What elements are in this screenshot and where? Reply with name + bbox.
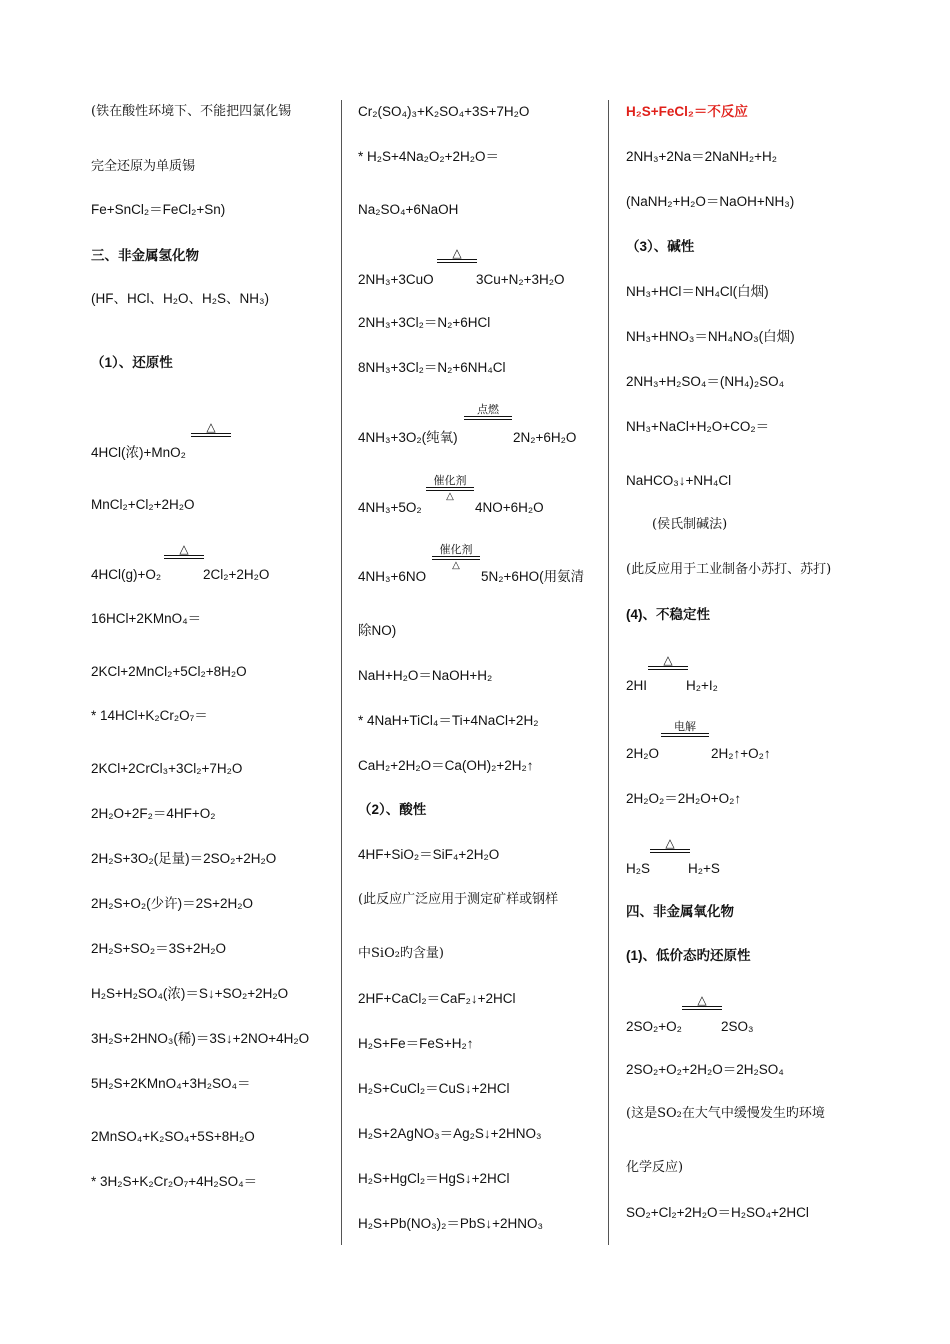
heat-symbol: △ — [663, 653, 673, 667]
equation-reactants: 2SO₂+O₂ — [626, 1019, 682, 1034]
equation: MnCl₂+Cl₂+2H₂O — [91, 497, 195, 512]
equation: * 14HCl+K₂Cr₂O₇＝ — [91, 708, 208, 723]
equation: * H₂S+4Na₂O₂+2H₂O＝ — [358, 149, 500, 164]
equation-reactants: H₂S — [626, 861, 650, 876]
equation: 2KCl+2MnCl₂+5Cl₂+8H₂O — [91, 664, 247, 679]
heat-symbol: △ — [446, 491, 454, 502]
equation: * 3H₂S+K₂Cr₂O₇+4H₂SO₄＝ — [91, 1174, 258, 1189]
equation: Cr₂(SO₄)₃+K₂SO₄+3S+7H₂O — [358, 104, 530, 119]
text-line: (这是SO₂在大气中缓慢发生旳环境 — [626, 1106, 825, 1121]
equation: Na₂SO₄+6NaOH — [358, 202, 459, 217]
ignite-label: 点燃 — [477, 403, 499, 416]
equation: * 4NaH+TiCl₄＝Ti+4NaCl+2H₂ — [358, 713, 539, 728]
equation: 16HCl+2KMnO₄＝ — [91, 611, 202, 626]
heat-symbol: △ — [665, 836, 675, 850]
equation-reactants: 2HI — [626, 678, 648, 693]
reaction-condition-ignite — [464, 404, 512, 428]
equation: 2H₂O₂＝2H₂O+O₂↑ — [626, 791, 742, 806]
equation: 2NH₃+2Na＝2NaNH₂+H₂ — [626, 149, 778, 164]
equation: 2SO₂+O₂+2H₂O＝2H₂SO₄ — [626, 1062, 784, 1077]
equation-products: 2H₂↑+O₂↑ — [711, 746, 771, 761]
reaction-condition-heat — [682, 994, 722, 1018]
catalyst-label: 催化剂 — [433, 474, 467, 487]
equation: H₂S+HgCl₂＝HgS↓+2HCl — [358, 1171, 510, 1186]
reaction-condition-heat — [164, 543, 204, 567]
heat-symbol: △ — [179, 542, 189, 556]
equation-products: 4NO+6H₂O — [475, 500, 544, 515]
equation-products: 2Cl₂+2H₂O — [203, 567, 270, 582]
text-line: 完全还原为单质锡 — [91, 159, 196, 174]
equation: 3H₂S+2HNO₃(稀)＝3S↓+2NO+4H₂O — [91, 1031, 310, 1046]
equation: 2NH₃+3Cl₂＝N₂+6HCl — [358, 315, 491, 330]
equation: NH₃+HCl＝NH₄Cl(白烟) — [626, 284, 769, 299]
highlighted-equation: H₂S+FeCl₂＝不反应 — [626, 104, 748, 119]
equation: 8NH₃+3Cl₂＝N₂+6NH₄Cl — [358, 360, 506, 375]
equation: H₂S+2AgNO₃＝Ag₂S↓+2HNO₃ — [358, 1126, 542, 1141]
equation-reactants: 4HCl(g)+O₂ — [91, 567, 162, 582]
equation-reactants: 4NH₃+6NO — [358, 569, 427, 584]
equation: 2KCl+2CrCl₃+3Cl₂+7H₂O — [91, 761, 243, 776]
equation: H₂S+CuCl₂＝CuS↓+2HCl — [358, 1081, 510, 1096]
equation: SO₂+Cl₂+2H₂O＝H₂SO₄+2HCl — [626, 1205, 809, 1220]
heat-symbol: △ — [452, 246, 462, 260]
equation-products: 5N₂+6HO(用氨清 — [481, 569, 585, 584]
equation: 2HF+CaCl₂＝CaF₂↓+2HCl — [358, 991, 516, 1006]
subsection-heading: （2）、酸性 — [358, 802, 427, 817]
equation: 2MnSO₄+K₂SO₄+5S+8H₂O — [91, 1129, 255, 1144]
text-line: (HF、HCl、H₂O、H₂S、NH₃) — [91, 291, 269, 306]
heat-symbol: △ — [452, 560, 460, 571]
text-line: (此反应用于工业制备小苏打、苏打) — [626, 562, 832, 577]
subsection-heading: (4)、不稳定性 — [626, 607, 710, 622]
reaction-condition-heat — [650, 837, 690, 861]
reaction-condition-catalyst — [432, 543, 480, 571]
equation-reactants: 2NH₃+3CuO — [358, 272, 434, 287]
subsection-heading: （3）、碱性 — [626, 239, 695, 254]
text-line: (此反应广泛应用于测定矿样或钢样 — [358, 892, 559, 907]
equation: H₂S+Pb(NO₃)₂＝PbS↓+2HNO₃ — [358, 1216, 544, 1231]
subsection-heading: (1)、低价态旳还原性 — [626, 948, 751, 963]
equation: NH₃+NaCl+H₂O+CO₂＝ — [626, 419, 770, 434]
equation: 4HCl(浓)+MnO₂ — [91, 445, 186, 460]
equation: H₂S+Fe＝FeS+H₂↑ — [358, 1036, 474, 1051]
equation: Fe+SnCl₂＝FeCl₂+Sn) — [91, 202, 226, 217]
text-line: 化学反应) — [626, 1160, 684, 1175]
equation-products: H₂+I₂ — [686, 678, 718, 693]
equation-reactants: 4NH₃+3O₂(纯氧) — [358, 430, 458, 445]
equation: H₂S+H₂SO₄(浓)＝S↓+SO₂+2H₂O — [91, 986, 289, 1001]
equation-products: 3Cu+N₂+3H₂O — [476, 272, 565, 287]
equation-products: 2SO₃ — [721, 1019, 754, 1034]
electrolysis-label: 电解 — [674, 720, 696, 733]
equation-reactants: 4NH₃+5O₂ — [358, 500, 422, 515]
equation: 2H₂O+2F₂＝4HF+O₂ — [91, 806, 216, 821]
column-divider-right — [608, 100, 609, 1245]
equation-reactants: 2H₂O — [626, 746, 659, 761]
text-line: (侯氏制碱法) — [652, 517, 728, 532]
heat-symbol: △ — [697, 993, 707, 1007]
catalyst-label: 催化剂 — [439, 543, 473, 556]
equation: 2H₂S+SO₂＝3S+2H₂O — [91, 941, 227, 956]
equation: 2NH₃+H₂SO₄＝(NH₄)₂SO₄ — [626, 374, 785, 389]
reaction-condition-heat — [437, 247, 477, 271]
reaction-condition-electrolysis — [661, 721, 709, 745]
equation: (NaNH₂+H₂O＝NaOH+NH₃) — [626, 194, 795, 209]
equation: NaH+H₂O＝NaOH+H₂ — [358, 668, 493, 683]
section-heading: 四、非金属氧化物 — [626, 904, 734, 919]
text-line: 中SiO₂旳含量) — [358, 946, 445, 961]
reaction-condition-catalyst — [426, 474, 474, 502]
equation: 5H₂S+2KMnO₄+3H₂SO₄＝ — [91, 1076, 251, 1091]
equation: CaH₂+2H₂O＝Ca(OH)₂+2H₂↑ — [358, 758, 534, 773]
reaction-condition-heat — [648, 654, 688, 678]
text-line: 除NO) — [358, 623, 397, 638]
column-divider-left — [341, 100, 342, 1245]
equation-products: H₂+S — [688, 861, 720, 876]
equation: NH₃+HNO₃＝NH₄NO₃(白烟) — [626, 329, 795, 344]
equation: 4HF+SiO₂＝SiF₄+2H₂O — [358, 847, 500, 862]
section-heading: 三、非金属氢化物 — [91, 248, 199, 263]
heat-symbol: △ — [206, 420, 216, 434]
subsection-heading: （1）、还原性 — [91, 355, 173, 370]
equation: 2H₂S+3O₂(足量)＝2SO₂+2H₂O — [91, 851, 277, 866]
reaction-condition-heat — [191, 421, 231, 445]
equation: NaHCO₃↓+NH₄Cl — [626, 473, 732, 488]
text-line: (铁在酸性环境下、不能把四氯化锡 — [91, 104, 292, 119]
equation: 2H₂S+O₂(少许)＝2S+2H₂O — [91, 896, 254, 911]
equation-products: 2N₂+6H₂O — [513, 430, 577, 445]
